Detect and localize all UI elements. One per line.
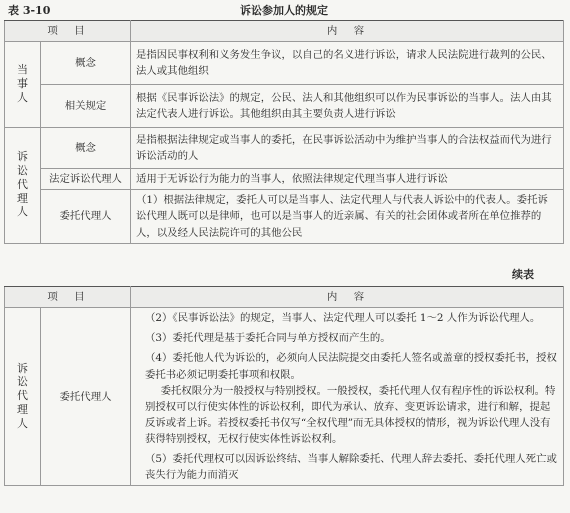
table-caption <box>6 2 562 18</box>
regulations-table <box>4 20 564 244</box>
table-title: 诉讼参加人的规定 <box>240 4 328 17</box>
content-paragraph: 委托权限分为一般授权与特别授权。一般授权，委托代理人仅有程序性的诉讼权利。特别授权可以行使实体性的诉讼权利，即代为承认、放弃、变更诉讼请求，进行和解，提起反诉或者上诉。若授权委托书仅写“全权代理”而无具体授权的情形，视为诉讼代理人没有获得特别授权，无权行使实体性诉讼权利。 <box>145 384 556 445</box>
category-label: 诉讼代理人 <box>17 150 28 219</box>
content-cell: 是指因民事权利和义务发生争议，以自己的名义进行诉讼，请求人民法院进行裁判的公民、法人或其他组织 <box>131 42 564 85</box>
content-cell <box>131 308 564 486</box>
table-row <box>5 308 564 486</box>
content-cell: 根据《民事诉讼法》的规定，公民、法人和其他组织可以作为民事诉讼的当事人。法人由其法定代表人进行诉讼。其他组织由其主要负责人进行诉讼 <box>131 85 564 128</box>
header-item: 项 目 <box>5 21 131 42</box>
table-row <box>5 42 564 85</box>
table-row <box>5 169 564 190</box>
header-item: 项 目 <box>5 287 131 308</box>
subcategory-cell: 委托代理人 <box>41 190 131 243</box>
content-cell: （1）根据法律规定，委托人可以是当事人、法定代理人与代表人诉讼中的代表人。委托诉讼代理人既可以是律师，也可以是当事人的近亲属、有关的社会团体或者所在单位推荐的人，以及经人民法院许可的其他公民 <box>131 190 564 243</box>
category-cell <box>5 308 41 486</box>
table-number: 表 3-10 <box>8 4 51 17</box>
content-cell: 适用于无诉讼行为能力的当事人，依照法律规定代理当事人进行诉讼 <box>131 169 564 190</box>
category-cell <box>5 42 41 128</box>
subcategory-cell: 相关规定 <box>41 85 131 128</box>
content-cell: 是指根据法律规定或当事人的委托，在民事诉讼活动中为维护当事人的合法权益而代为进行诉讼活动的人 <box>131 128 564 169</box>
continued-label: 续表 <box>512 268 534 281</box>
category-label: 诉讼代理人 <box>17 361 28 430</box>
subcategory-cell: 委托代理人 <box>41 308 131 486</box>
content-paragraph: （5）委托代理权可以因诉讼终结、当事人解除委托、代理人辞去委托、委托代理人死亡或丧失行为能力而消灭 <box>145 453 557 482</box>
table-row <box>5 190 564 243</box>
continued-table <box>4 286 564 486</box>
content-paragraph: （3）委托代理是基于委托合同与单方授权而产生的。 <box>145 332 391 345</box>
category-label: 当事人 <box>17 63 28 104</box>
table-row <box>5 128 564 169</box>
subcategory-cell: 概念 <box>41 128 131 169</box>
table-header-row <box>5 21 564 42</box>
content-paragraph: （4）委托他人代为诉讼的，必须向人民法院提交由委托人签名或盖章的授权委托书，授权委托书必须记明委托事项和权限。 <box>145 352 557 381</box>
header-content: 内 容 <box>131 21 564 42</box>
subcategory-cell: 法定诉讼代理人 <box>41 169 131 190</box>
table-row <box>5 85 564 128</box>
category-cell <box>5 128 41 244</box>
subcategory-cell: 概念 <box>41 42 131 85</box>
table-header-row <box>5 287 564 308</box>
content-paragraph: （2）《民事诉讼法》的规定，当事人、法定代理人可以委托 1～2 人作为诉讼代理人。 <box>145 312 541 325</box>
header-content: 内 容 <box>131 287 564 308</box>
